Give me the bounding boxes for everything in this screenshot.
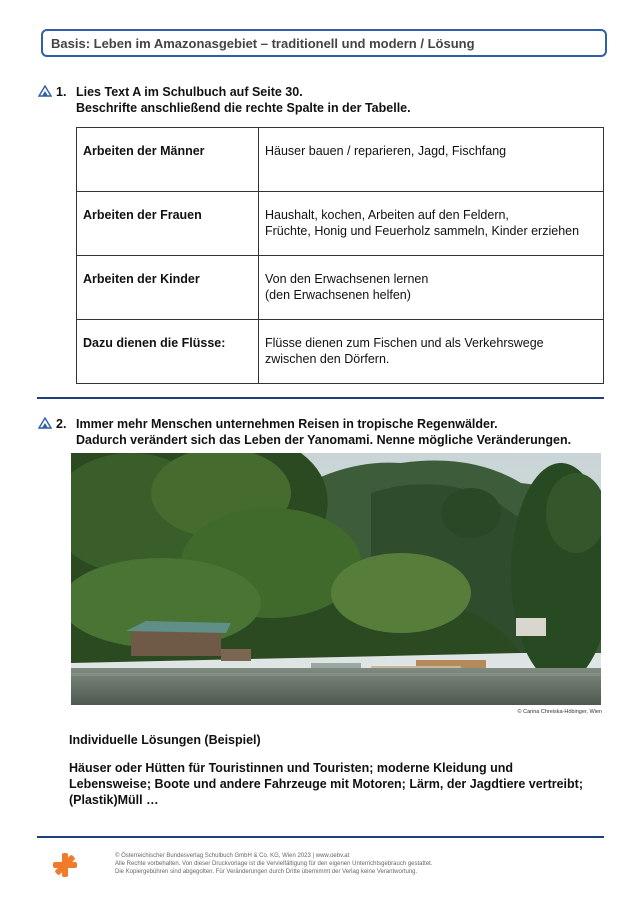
table-row: [77, 256, 604, 320]
section-divider: [37, 397, 604, 399]
page-title: Basis: Leben im Amazonasgebiet – traditionell und modern / Lösung: [51, 35, 475, 51]
row-answer: Häuser bauen / reparieren, Jagd, Fischfang: [259, 128, 604, 192]
solution-text: Häuser oder Hütten für Touristinnen und Touristen; moderne Kleidung und Lebensweise; Boote und andere Fahrzeuge mit Motoren; Lärm, der Jagdtiere vertreibt; (Plastik)Müll …: [69, 761, 583, 807]
publisher-logo-icon: [52, 852, 78, 878]
solution-heading: Individuelle Lösungen (Beispiel): [69, 733, 261, 747]
task-number: 1.: [56, 85, 67, 99]
table-row: [77, 192, 604, 256]
mountain-triangle-icon: [38, 85, 52, 97]
task-instruction-line: Beschrifte anschließend die rechte Spalte in der Tabelle.: [76, 101, 411, 115]
task-instruction-line: Lies Text A im Schulbuch auf Seite 30.: [76, 85, 303, 99]
task-number: 2.: [56, 417, 67, 431]
row-answer: Haushalt, kochen, Arbeiten auf den Feldern, Früchte, Honig und Feuerholz sammeln, Kinder erziehen: [259, 192, 604, 256]
rainforest-river-photo: [71, 453, 601, 705]
task-instruction-line: Immer mehr Menschen unternehmen Reisen in tropische Regenwälder.: [76, 417, 498, 431]
footer-divider: [37, 836, 604, 838]
photo-credit: © Carina Chreiska-Höbinger, Wien: [517, 709, 602, 715]
task-instruction-line: Dadurch verändert sich das Leben der Yanomami. Nenne mögliche Veränderungen.: [76, 433, 572, 447]
table-row: [77, 128, 604, 192]
page-title-box: [41, 29, 607, 57]
row-label: Arbeiten der Männer: [77, 128, 259, 192]
work-table: [76, 127, 604, 384]
row-answer: Flüsse dienen zum Fischen und als Verkehrswege zwischen den Dörfern.: [259, 320, 604, 384]
row-label: Arbeiten der Kinder: [77, 256, 259, 320]
footer-copyright: © Österreichischer Bundesverlag Schulbuch GmbH & Co. KG, Wien 2023 | www.oebv.at Alle Rechte vorbehalten. Von dieser Druckvorlage ist die Vervielfältigung für den eigenen Unterrichtsgebrauch gestattet. Die Kopiergebühren sind abgegolten. Für Veränderungen durch Dritte übernimmt der Verlag keine Verantwortung.: [115, 853, 433, 875]
row-label: Dazu dienen die Flüsse:: [77, 320, 259, 384]
row-label: Arbeiten der Frauen: [77, 192, 259, 256]
table-row: [77, 320, 604, 384]
mountain-triangle-icon: [38, 417, 52, 429]
row-answer: Von den Erwachsenen lernen (den Erwachsenen helfen): [259, 256, 604, 320]
